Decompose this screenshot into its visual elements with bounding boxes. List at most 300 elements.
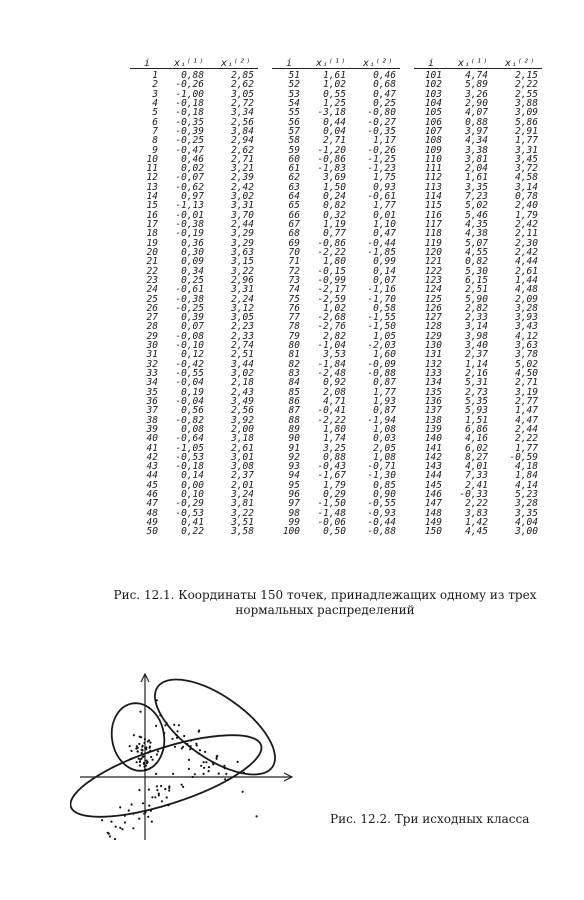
cell-x2: -1,85 <box>367 246 396 258</box>
cell-i: 115 <box>424 200 442 212</box>
data-point <box>176 730 178 732</box>
cell-i: 6 <box>152 116 158 128</box>
table-row <box>414 527 542 536</box>
cell-i: 45 <box>146 479 158 491</box>
cell-x2: 3,02 <box>231 191 254 203</box>
data-point <box>216 755 218 757</box>
cell-i: 120 <box>424 246 442 258</box>
figure-12-2-caption: Рис. 12.2. Три исходных класса <box>330 812 530 826</box>
cell-i: 143 <box>424 461 442 473</box>
cell-x2: 3,31 <box>515 144 538 156</box>
cell-x1: -2,68 <box>317 312 346 324</box>
data-point <box>164 788 166 790</box>
cell-x2: 1,93 <box>373 395 396 407</box>
cell-x1: -1,00 <box>175 88 204 100</box>
cell-x1: 2,22 <box>465 498 488 510</box>
cell-i: 103 <box>424 88 442 100</box>
data-point <box>147 751 149 753</box>
cell-x2: 3,49 <box>231 395 254 407</box>
cell-i: 77 <box>288 312 300 324</box>
cell-i: 33 <box>146 368 158 379</box>
cell-i: 128 <box>424 321 442 333</box>
cell-i: 53 <box>288 88 300 100</box>
cell-x2: 3,29 <box>231 228 254 240</box>
cell-x1: 2,71 <box>323 135 346 147</box>
data-point <box>115 826 117 828</box>
data-point <box>200 765 202 767</box>
cell-x1: -0,18 <box>175 461 204 473</box>
cell-x2: 2,55 <box>515 88 538 100</box>
cell-x1: -0,47 <box>175 144 204 156</box>
data-point <box>139 764 141 766</box>
cell-x1: -0,53 <box>175 451 204 463</box>
cell-x2: 3,29 <box>231 237 254 249</box>
cell-x1: 0,32 <box>323 209 346 221</box>
cell-x1: -1,67 <box>317 470 346 482</box>
data-point <box>175 734 177 736</box>
data-point <box>188 768 190 770</box>
cell-i: 46 <box>146 489 158 501</box>
cell-x2: 3,35 <box>515 507 538 519</box>
cell-x2: 2,11 <box>515 228 538 240</box>
cell-x2: -1,25 <box>367 153 396 165</box>
cell-x2: 4,50 <box>515 368 538 379</box>
cell-i: 97 <box>288 498 300 510</box>
cell-x2: 0,01 <box>373 209 396 221</box>
cell-x2: 2,61 <box>231 442 254 454</box>
cell-x2: 0,46 <box>373 70 396 81</box>
cell-x2: 3,18 <box>231 433 254 445</box>
cell-i: 132 <box>424 358 442 370</box>
cell-i: 35 <box>146 386 158 398</box>
cell-x1: 3,98 <box>465 330 488 342</box>
cell-x1: -1,50 <box>317 498 346 510</box>
data-point <box>124 815 126 817</box>
data-point <box>138 758 140 760</box>
cell-x2: 3,15 <box>231 256 254 268</box>
cell-x1: 4,38 <box>465 228 488 240</box>
cell-x1: 1,51 <box>465 414 488 426</box>
cell-x2: 1,79 <box>515 209 538 221</box>
cell-i: 3 <box>152 88 158 100</box>
cell-i: 43 <box>146 461 158 473</box>
data-point <box>198 730 200 732</box>
cell-x2: 0,47 <box>373 228 396 240</box>
cell-x2: 0,87 <box>373 405 396 417</box>
cell-x1: 0,04 <box>323 125 346 137</box>
cell-i: 117 <box>424 219 442 230</box>
cell-x2: 3,34 <box>231 107 254 119</box>
cell-i: 123 <box>424 274 442 286</box>
data-point <box>142 749 144 751</box>
cell-x2: 4,18 <box>515 461 538 473</box>
cell-x2: 3,84 <box>231 125 254 137</box>
cell-i: 29 <box>146 330 158 342</box>
cell-i: 112 <box>424 172 442 184</box>
header-x1: xᵢ⁽¹⁾ <box>448 52 498 69</box>
cell-i: 41 <box>146 442 158 454</box>
data-point <box>141 752 143 754</box>
cell-i: 88 <box>288 414 300 426</box>
cell-i: 90 <box>288 433 300 445</box>
cell-x2: 2,62 <box>231 79 254 91</box>
cell-x2: 3,81 <box>231 498 254 510</box>
cell-i: 124 <box>424 284 442 296</box>
cell-x2: -2,03 <box>367 340 396 352</box>
cell-x2: 2,96 <box>231 274 254 286</box>
cell-x1: 1,25 <box>323 97 346 109</box>
class-outline-3 <box>70 718 270 833</box>
cell-x2: 2,44 <box>231 219 254 230</box>
cell-x1: 5,07 <box>465 237 488 249</box>
cell-i: 148 <box>424 507 442 519</box>
data-point <box>243 772 245 774</box>
cell-i: 4 <box>152 97 158 109</box>
cell-x1: -0,62 <box>175 181 204 193</box>
cell-x1: 6,15 <box>465 274 488 286</box>
cell-x2: 5,02 <box>515 358 538 370</box>
cell-x1: 5,89 <box>465 79 488 91</box>
cell-x2: 2,33 <box>231 330 254 342</box>
cell-x2: 3,28 <box>515 302 538 314</box>
cell-i: 57 <box>288 125 300 137</box>
cell-x2: -0,55 <box>367 498 396 510</box>
cell-i: 87 <box>288 405 300 417</box>
cell-x1: 0,00 <box>181 479 204 491</box>
cell-x1: 0,97 <box>181 191 204 203</box>
cell-i: 99 <box>288 517 300 528</box>
cell-x1: 2,82 <box>465 302 488 314</box>
cell-i: 60 <box>288 153 300 165</box>
data-point <box>237 761 239 763</box>
cell-i: 89 <box>288 423 300 435</box>
cell-i: 127 <box>424 312 442 324</box>
cell-i: 113 <box>424 181 442 193</box>
cell-x1: -0,86 <box>317 153 346 165</box>
cell-x1: 0,24 <box>323 191 346 203</box>
cell-i: 2 <box>152 79 158 91</box>
header-i: i <box>130 52 164 69</box>
cell-x2: -0,93 <box>367 507 396 519</box>
cell-x2: 1,84 <box>515 470 538 482</box>
cell-i: 10 <box>146 153 158 165</box>
data-point <box>119 827 121 829</box>
cell-i: 5 <box>152 107 158 119</box>
cell-i: 69 <box>288 237 300 249</box>
data-point <box>203 773 205 775</box>
cell-x2: -0,27 <box>367 116 396 128</box>
cell-x2: 1,60 <box>373 349 396 361</box>
cell-x2: 2,71 <box>515 377 538 389</box>
cell-x2: 1,75 <box>373 172 396 184</box>
cell-x1: 4,01 <box>465 461 488 473</box>
cell-x2: 2,91 <box>515 125 538 137</box>
data-point <box>144 738 146 740</box>
cell-x2: 2,22 <box>515 433 538 445</box>
cell-i: 16 <box>146 209 158 221</box>
cell-i: 63 <box>288 181 300 193</box>
cell-x2: 2,85 <box>231 70 254 81</box>
cell-x1: -0,08 <box>175 330 204 342</box>
cell-i: 27 <box>146 312 158 324</box>
cell-i: 32 <box>146 358 158 370</box>
cell-i: 144 <box>424 470 442 482</box>
cell-x2: 5,86 <box>515 116 538 128</box>
cell-i: 62 <box>288 172 300 184</box>
cell-x2: 0,93 <box>373 181 396 193</box>
cell-i: 79 <box>288 330 300 342</box>
data-point <box>176 737 178 739</box>
cell-i: 141 <box>424 442 442 454</box>
cell-x1: 3,53 <box>323 349 346 361</box>
header-i: i <box>414 52 448 69</box>
data-point <box>159 714 161 716</box>
cell-i: 24 <box>146 284 158 296</box>
cell-x2: 0,90 <box>373 489 396 501</box>
cell-x2: 2,51 <box>231 349 254 361</box>
data-point <box>149 742 151 744</box>
cell-i: 56 <box>288 116 300 128</box>
data-points <box>101 699 258 840</box>
cell-i: 91 <box>288 442 300 454</box>
cell-x2: 0,25 <box>373 97 396 109</box>
cell-x2: 5,23 <box>515 489 538 501</box>
data-point <box>150 810 152 812</box>
cell-x1: 2,41 <box>465 479 488 491</box>
cell-x1: -0,38 <box>175 293 204 305</box>
cell-x2: 2,23 <box>231 321 254 333</box>
data-point <box>144 769 146 771</box>
cell-x1: 0,08 <box>181 423 204 435</box>
data-point <box>147 740 149 742</box>
cell-x1: 0,39 <box>181 312 204 324</box>
cell-x1: 0,82 <box>323 200 346 212</box>
data-point <box>186 743 188 745</box>
class-outline-1 <box>106 699 169 775</box>
cell-x2: 0,14 <box>373 265 396 277</box>
cell-x1: -0,15 <box>317 265 346 277</box>
data-point <box>163 732 165 734</box>
cell-x2: 0,03 <box>373 433 396 445</box>
cell-x1: -0,61 <box>175 284 204 296</box>
cell-x2: -0,26 <box>367 144 396 156</box>
cell-x1: -0,25 <box>175 135 204 147</box>
cell-x1: 0,36 <box>181 237 204 249</box>
cell-i: 19 <box>146 237 158 249</box>
figure-12-2-scatter <box>70 650 310 840</box>
cell-i: 71 <box>288 256 300 268</box>
cell-x1: 0,12 <box>181 349 204 361</box>
data-point <box>136 761 138 763</box>
table-block-1 <box>130 52 258 537</box>
cell-x2: 4,48 <box>515 284 538 296</box>
cell-i: 145 <box>424 479 442 491</box>
cell-x1: 0,88 <box>465 116 488 128</box>
cell-x1: -0,04 <box>175 395 204 407</box>
cell-x2: 3,08 <box>231 461 254 473</box>
data-point <box>133 734 135 736</box>
cell-x1: 1,80 <box>323 423 346 435</box>
cell-x1: -0,18 <box>175 107 204 119</box>
cell-x1: 1,02 <box>323 79 346 91</box>
cell-x2: 3,28 <box>515 498 538 510</box>
cell-x2: 3,51 <box>231 517 254 528</box>
cell-x1: 0,88 <box>323 451 346 463</box>
cell-x2: 2,05 <box>373 442 396 454</box>
data-point <box>154 796 156 798</box>
cell-i: 107 <box>424 125 442 137</box>
cell-x2: 3,14 <box>515 181 538 193</box>
cell-x2: -1,70 <box>367 293 396 305</box>
cell-x1: -2,22 <box>317 414 346 426</box>
cell-x1: 2,04 <box>465 163 488 175</box>
table-header-row <box>414 52 542 69</box>
cell-x1: 1,61 <box>323 70 346 81</box>
cell-x1: 0,56 <box>181 405 204 417</box>
cell-i: 137 <box>424 405 442 417</box>
data-point <box>143 766 145 768</box>
cell-i: 64 <box>288 191 300 203</box>
data-point <box>156 699 158 701</box>
cell-x2: 2,43 <box>231 386 254 398</box>
cell-x1: 3,38 <box>465 144 488 156</box>
data-point <box>196 744 198 746</box>
data-point <box>194 773 196 775</box>
data-point <box>143 742 145 744</box>
cell-i: 109 <box>424 144 442 156</box>
cell-x2: -0,44 <box>367 517 396 528</box>
data-point <box>130 750 132 752</box>
cell-i: 39 <box>146 423 158 435</box>
cell-x1: 0,34 <box>181 265 204 277</box>
cell-x1: -0,86 <box>317 237 346 249</box>
cell-x2: -0,61 <box>367 191 396 203</box>
data-point <box>138 743 140 745</box>
data-point <box>138 818 140 820</box>
cell-x2: 1,08 <box>373 423 396 435</box>
cell-x2: 4,44 <box>515 256 538 268</box>
cell-i: 51 <box>288 70 300 81</box>
cell-i: 38 <box>146 414 158 426</box>
cell-i: 49 <box>146 517 158 528</box>
cell-i: 106 <box>424 116 442 128</box>
data-point <box>189 748 191 750</box>
cell-x1: -0,82 <box>175 414 204 426</box>
cell-x1: 4,71 <box>323 395 346 407</box>
cell-x2: 2,00 <box>231 423 254 435</box>
cell-x1: 8,27 <box>465 451 488 463</box>
data-point <box>138 789 140 791</box>
data-point <box>149 747 151 749</box>
cell-x2: 3,05 <box>231 312 254 324</box>
cell-x2: -0,88 <box>367 526 396 538</box>
cell-x1: 2,33 <box>465 312 488 324</box>
cell-x2: 3,78 <box>515 349 538 361</box>
cell-x2: 3,45 <box>515 153 538 165</box>
cell-x1: -0,25 <box>175 302 204 314</box>
data-point <box>192 776 194 778</box>
data-point <box>129 745 131 747</box>
cell-x2: 3,93 <box>515 312 538 324</box>
cell-x2: 1,08 <box>373 451 396 463</box>
cell-i: 136 <box>424 395 442 407</box>
cell-x1: 5,35 <box>465 395 488 407</box>
coordinates-table <box>130 52 542 537</box>
cell-x1: -1,04 <box>317 340 346 352</box>
cell-x1: -0,53 <box>175 507 204 519</box>
cell-x2: 3,22 <box>231 265 254 277</box>
cell-x1: -0,29 <box>175 498 204 510</box>
cell-x1: 3,83 <box>465 507 488 519</box>
cell-x1: 1,19 <box>323 219 346 230</box>
cell-x2: 2,24 <box>231 293 254 305</box>
cell-i: 100 <box>282 526 300 538</box>
cell-x1: 0,14 <box>181 470 204 482</box>
cell-x2: 2,72 <box>231 97 254 109</box>
cell-x1: 1,80 <box>323 256 346 268</box>
cell-x2: 2,18 <box>231 377 254 389</box>
cell-i: 101 <box>424 70 442 81</box>
data-point <box>198 752 200 754</box>
cell-x2: 1,10 <box>373 219 396 230</box>
data-point <box>218 773 220 775</box>
cell-x2: 4,58 <box>515 172 538 184</box>
data-point <box>107 832 109 834</box>
data-point <box>168 785 170 787</box>
cell-i: 95 <box>288 479 300 491</box>
data-point <box>145 746 147 748</box>
cell-x1: -0,06 <box>317 517 346 528</box>
cell-x1: 2,51 <box>465 284 488 296</box>
data-point <box>167 804 169 806</box>
cell-i: 111 <box>424 163 442 175</box>
cell-x1: -0,26 <box>175 79 204 91</box>
cell-x1: 0,77 <box>323 228 346 240</box>
cell-i: 37 <box>146 405 158 417</box>
data-point <box>166 796 168 798</box>
cell-i: 134 <box>424 377 442 389</box>
data-point <box>212 763 214 765</box>
cell-i: 118 <box>424 228 442 240</box>
cell-i: 50 <box>146 526 158 538</box>
cell-x1: 3,14 <box>465 321 488 333</box>
cell-x1: 0,25 <box>181 274 204 286</box>
cell-i: 80 <box>288 340 300 352</box>
data-point <box>171 738 173 740</box>
cell-x2: -1,23 <box>367 163 396 175</box>
data-point <box>142 802 144 804</box>
cell-x2: 2,42 <box>231 181 254 193</box>
cell-i: 70 <box>288 246 300 258</box>
cell-x1: 3,81 <box>465 153 488 165</box>
data-point <box>151 821 153 823</box>
cell-x1: 6,86 <box>465 423 488 435</box>
data-point <box>223 765 225 767</box>
cell-i: 23 <box>146 274 158 286</box>
cell-x2: 2,56 <box>231 405 254 417</box>
cell-x1: 1,42 <box>465 517 488 528</box>
cell-x1: 1,79 <box>323 479 346 491</box>
cell-x2: 3,24 <box>231 489 254 501</box>
cell-x2: 1,77 <box>515 135 538 147</box>
cell-x2: 2,37 <box>231 470 254 482</box>
cell-x2: -0,71 <box>367 461 396 473</box>
data-point <box>208 766 210 768</box>
cell-x1: 4,55 <box>465 246 488 258</box>
data-point <box>124 821 126 823</box>
cell-x2: 2,40 <box>515 200 538 212</box>
cell-x1: 4,45 <box>465 526 488 538</box>
